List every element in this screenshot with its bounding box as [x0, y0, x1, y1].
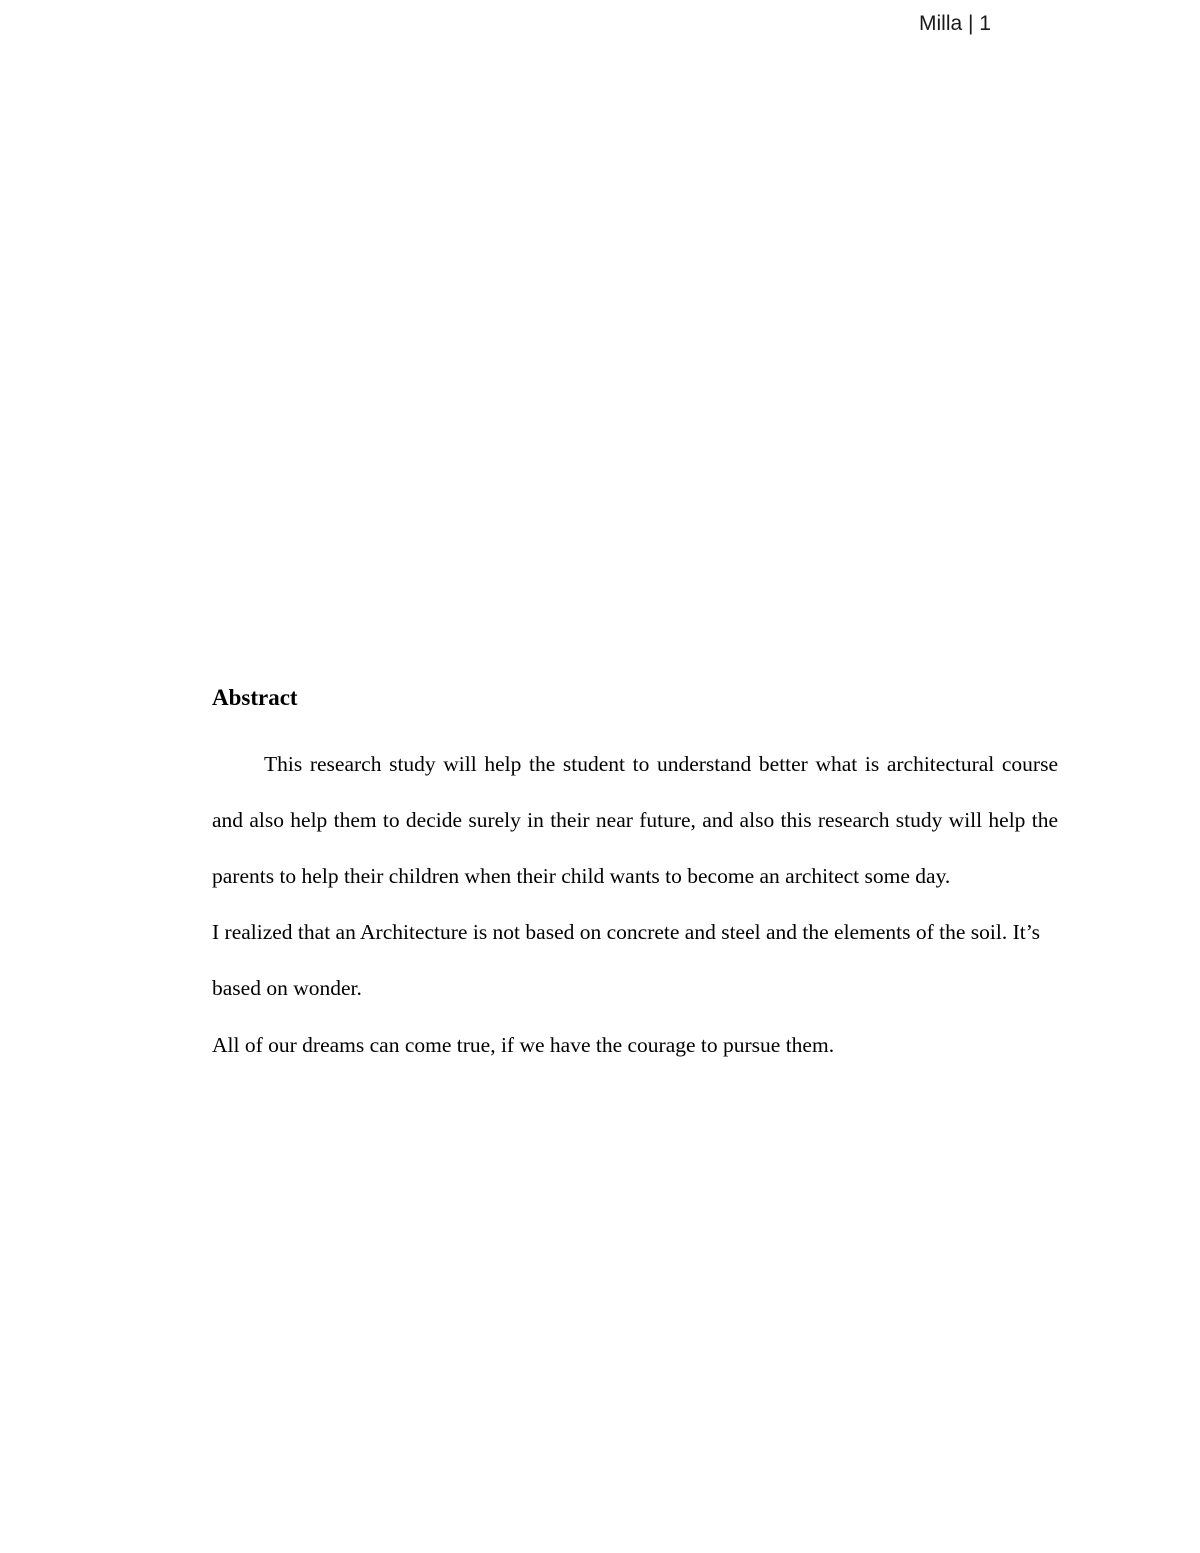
abstract-paragraph-2: I realized that an Architecture is not based on concrete and steel and the elements of the soil. It’s based on wonder. — [212, 920, 1041, 1000]
running-head: Milla | 1 — [919, 12, 991, 35]
document-body — [212, 681, 1058, 1073]
section-heading: Abstract — [212, 685, 298, 710]
abstract-paragraph-1: This research study will help the student to understand better what is architectural course and also help them to decide surely in their near future, and also this research study will help the parents to help their children when their child wants to become an architect some day. — [212, 752, 1058, 888]
abstract-paragraph-3: All of our dreams can come true, if we have the courage to pursue them. — [212, 1033, 835, 1057]
